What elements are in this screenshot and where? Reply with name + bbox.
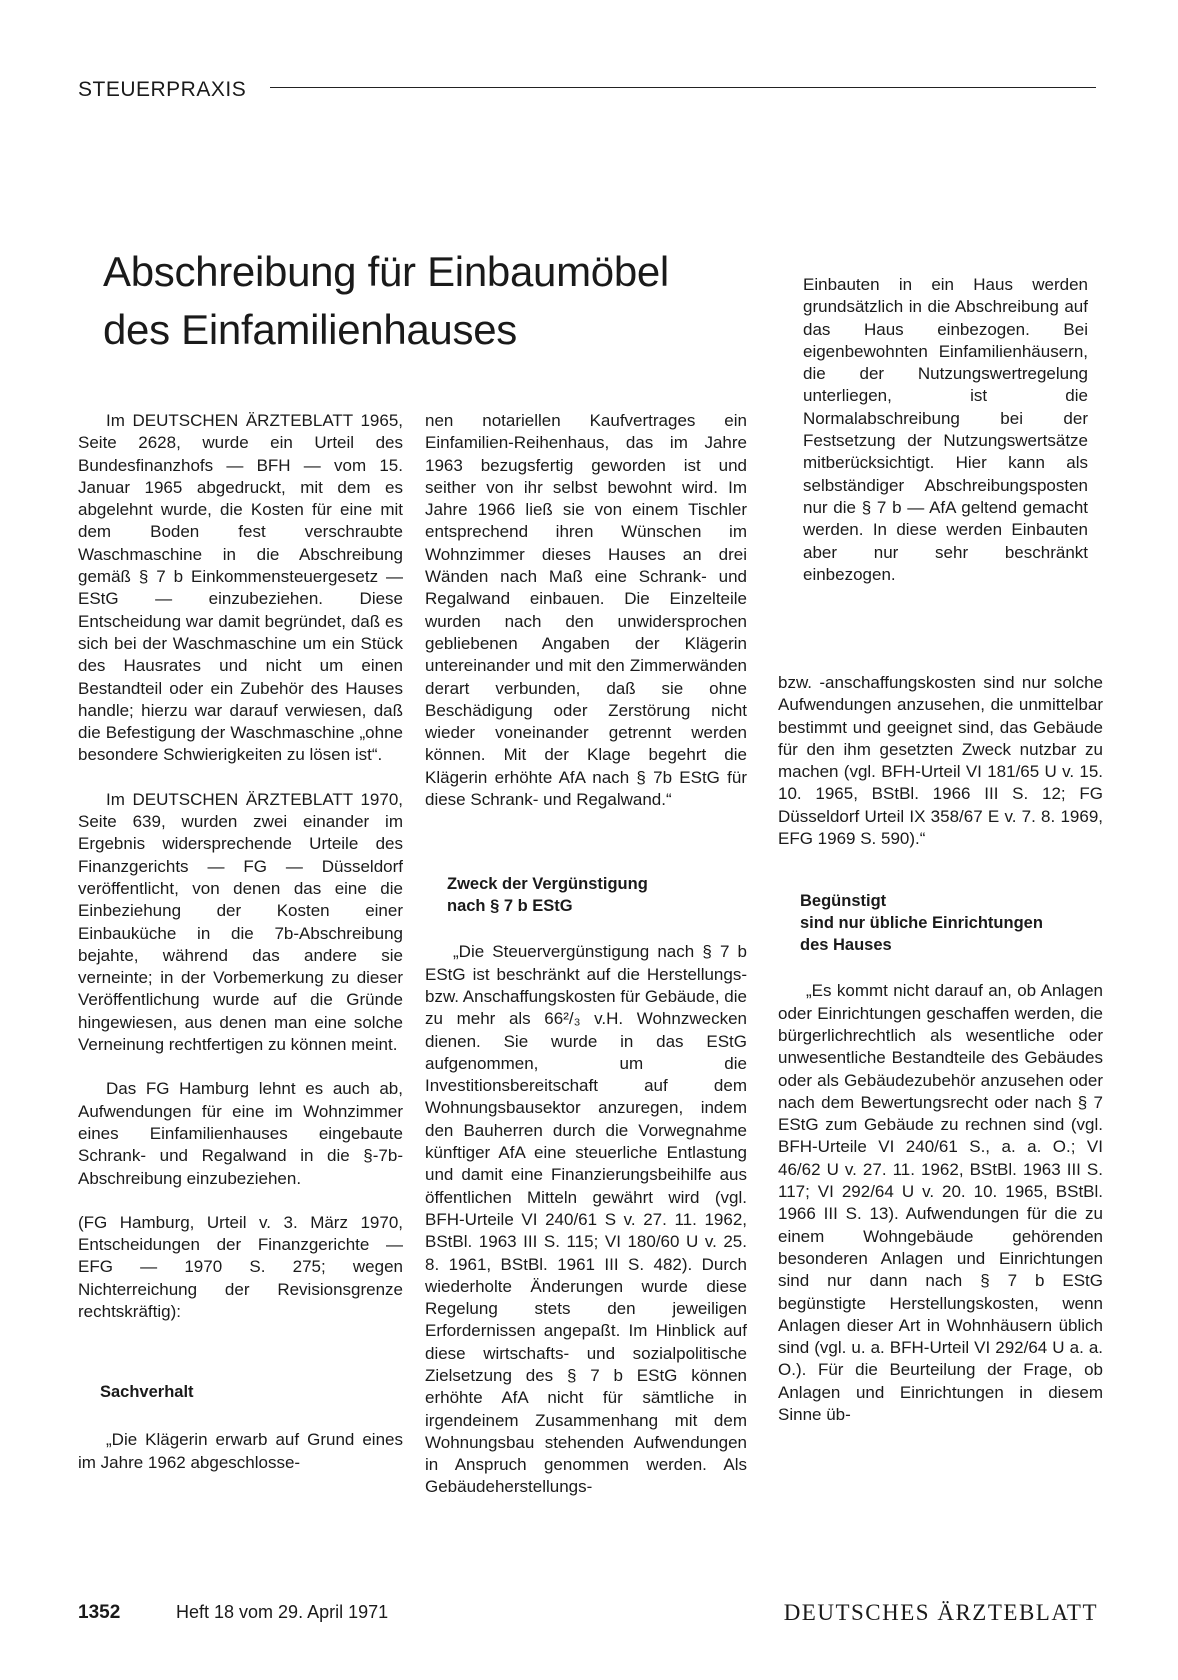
- column-2: [425, 410, 747, 1499]
- section-heading: [800, 890, 1103, 956]
- paragraph: Im DEUTSCHEN ÄRZTEBLATT 1970, Seite 639, wurden zwei einander im Ergebnis widersprechende Urteile des Finanzgerichts — FG — Düsseldorf veröffentlicht, von denen das eine die Einbeziehung der Kosten einer Einbauküche in die 7b-Abschreibung bejahte, während das andere sie verneinte; in der Vorbemerkung zu dieser Veröffentlichung wurde auf die Gründe hingewiesen, aus denen man eine solche Verneinung rechtfertigen zu können meint.: [78, 789, 403, 1055]
- heading-line: Begünstigt: [800, 892, 887, 911]
- paragraph: Im DEUTSCHEN ÄRZTEBLATT 1965, Seite 2628, wurde ein Urteil des Bundesfinanzhofs — BFH — vom 15. Januar 1965 abgedruckt, mit dem es abgelehnt wurde, die Kosten für eine mit dem Boden fest verschraubte Waschmaschine in die Abschreibung gemäß § 7 b Einkommensteuergesetz — EStG — einzubeziehen. Diese Entscheidung war damit begründet, daß es sich bei der Waschmaschine um ein Stück des Hausrates und nicht um einen Bestandteil oder ein Zubehör des Hauses handle; hierzu war darauf verwiesen, daß die Befestigung der Waschmaschine „ohne besondere Schwierigkeiten zu lösen ist“.: [78, 411, 403, 765]
- paragraph: bzw. -anschaffungskosten sind nur solche Aufwendungen anzusehen, die unmittelbar bestimmt und geeignet sind, das Gebäude für den ihm gesetzten Zweck nutzbar zu machen (vgl. BFH-Urteil VI 181/65 U v. 15. 10. 1965, BStBl. 1966 III S. 12; FG Düsseldorf Urteil IX 358/67 E v. 7. 8. 1969, EFG 1969 S. 590).“: [778, 673, 1103, 849]
- heading-line: sind nur übliche Einrichtungen: [800, 914, 1043, 933]
- heading-line: nach § 7 b EStG: [447, 897, 573, 916]
- section-label: STEUERPRAXIS: [78, 78, 247, 101]
- heading-line: Zweck der Vergünstigung: [447, 875, 648, 894]
- paragraph: nen notariellen Kaufvertrages ein Einfamilien-Reihenhaus, das im Jahre 1963 bezugsfertig geworden ist und seither von ihr selbst bewohnt wird. Im Jahre 1966 ließ sie von einem Tischler entsprechend ihren Wünschen im Wohnzimmer dieses Hauses an drei Wänden nach Maß eine Schrank- und Regalwand einbauen. Die Einzelteile wurden nach den unwidersprochen gebliebenen Angaben der Klägerin untereinander und mit den Zimmerwänden derart verbunden, daß sie ohne Beschädigung oder Zerstörung nicht wieder voneinander getrennt werden können. Mit der Klage begehrt die Klägerin erhöhte AfA nach § 7b EStG für diese Schrank- und Regalwand.“: [425, 411, 747, 810]
- issue-info: Heft 18 vom 29. April 1971: [176, 1602, 389, 1622]
- section-heading: Sachverhalt: [100, 1383, 194, 1402]
- page-number: 1352: [78, 1602, 121, 1623]
- publication-name: DEUTSCHES ÄRZTEBLATT: [783, 1600, 1098, 1625]
- heading-line: des Hauses: [800, 936, 892, 955]
- title-line-1: Abschreibung für Einbaumöbel: [103, 248, 669, 295]
- column-1: [78, 410, 403, 1474]
- article-title: [103, 243, 723, 359]
- summary-box: [803, 274, 1088, 586]
- paragraph: „Es kommt nicht darauf an, ob Anlagen oder Einrichtungen geschaffen werden, die bürgerlichrechtlich als wesentliche oder unwesentliche Bestandteile des Gebäudes oder als Gebäudezubehör anzusehen oder nach dem Bewertungsrecht oder nach § 7 EStG zum Gebäude zu rechnen sind (vgl. BFH-Urteile VI 240/61 S., a. a. O.; VI 46/62 U v. 27. 11. 1962, BStBl. 1963 III S. 117; VI 292/64 U v. 20. 10. 1965, BStBl. 1966 III S. 13). Aufwendungen für die zu einem Wohngebäude gehörenden besonderen Anlagen und Einrichtungen sind nur dann nach § 7 b EStG begünstigte Herstellungskosten, wenn Anlagen dieser Art in Wohnhäusern üblich sind (vgl. u. a. BFH-Urteil VI 292/64 U a. a. O.). Für die Beurteilung der Frage, ob Anlagen und Einrichtungen in diesem Sinne üb-: [778, 981, 1103, 1425]
- section-heading: [447, 873, 747, 917]
- summary-text: Einbauten in ein Haus werden grundsätzlich in die Abschreibung auf das Haus einbezogen. Bei eigenbewohnten Einfamilienhäusern, die der Nutzungswertregelung unterliegen, ist die Normalabschreibung bei der Festsetzung der Nutzungswertsätze mitberücksichtigt. Hier kann als selbständiger Abschreibungsposten nur die § 7 b — AfA geltend gemacht werden. In diese werden Einbauten aber nur sehr beschränkt einbezogen.: [803, 275, 1088, 584]
- paragraph: (FG Hamburg, Urteil v. 3. März 1970, Entscheidungen der Finanzgerichte — EFG — 1970 S. 275; wegen Nichterreichung der Revisionsgrenze rechtskräftig):: [78, 1212, 403, 1321]
- column-3: [778, 672, 1103, 1426]
- title-line-2: des Einfamilienhauses: [103, 306, 517, 353]
- paragraph: „Die Klägerin erwarb auf Grund eines im Jahre 1962 abgeschlosse-: [78, 1430, 403, 1472]
- section-rule: [270, 87, 1096, 88]
- paragraph: „Die Steuervergünstigung nach § 7 b EStG ist beschränkt auf die Herstellungs- bzw. Anschaffungskosten für Gebäude, die zu mehr als 66²/₃ v.H. Wohnzwecken dienen. Sie wurde in das EStG aufgenommen, um die Investitionsbereitschaft auf dem Wohnungsbausektor anzuregen, indem den Bauherren durch die Vorwegnahme künftiger AfA eine steuerliche Entlastung und damit eine Finanzierungsbeihilfe aus öffentlichen Mitteln gewährt wird (vgl. BFH-Urteile VI 240/61 S v. 27. 11. 1962, BStBl. 1963 III S. 115; VI 180/60 U v. 25. 8. 1961, BStBl. 1961 III S. 482). Durch wiederholte Änderungen wurde diese Regelung stets den jeweiligen Erfordernissen angepaßt. Im Hinblick auf diese wirtschafts- und sozialpolitische Zielsetzung des § 7 b EStG können erhöhte AfA nicht für sämtliche in irgendeinem Zusammenhang mit dem Wohnungsbau stehenden Aufwendungen in Anspruch genommen werden. Als Gebäudeherstellungs-: [425, 942, 747, 1497]
- paragraph: Das FG Hamburg lehnt es auch ab, Aufwendungen für eine im Wohnzimmer eines Einfamilienhauses eingebaute Schrank- und Regalwand in die §-7b-Abschreibung einzubeziehen.: [78, 1079, 403, 1188]
